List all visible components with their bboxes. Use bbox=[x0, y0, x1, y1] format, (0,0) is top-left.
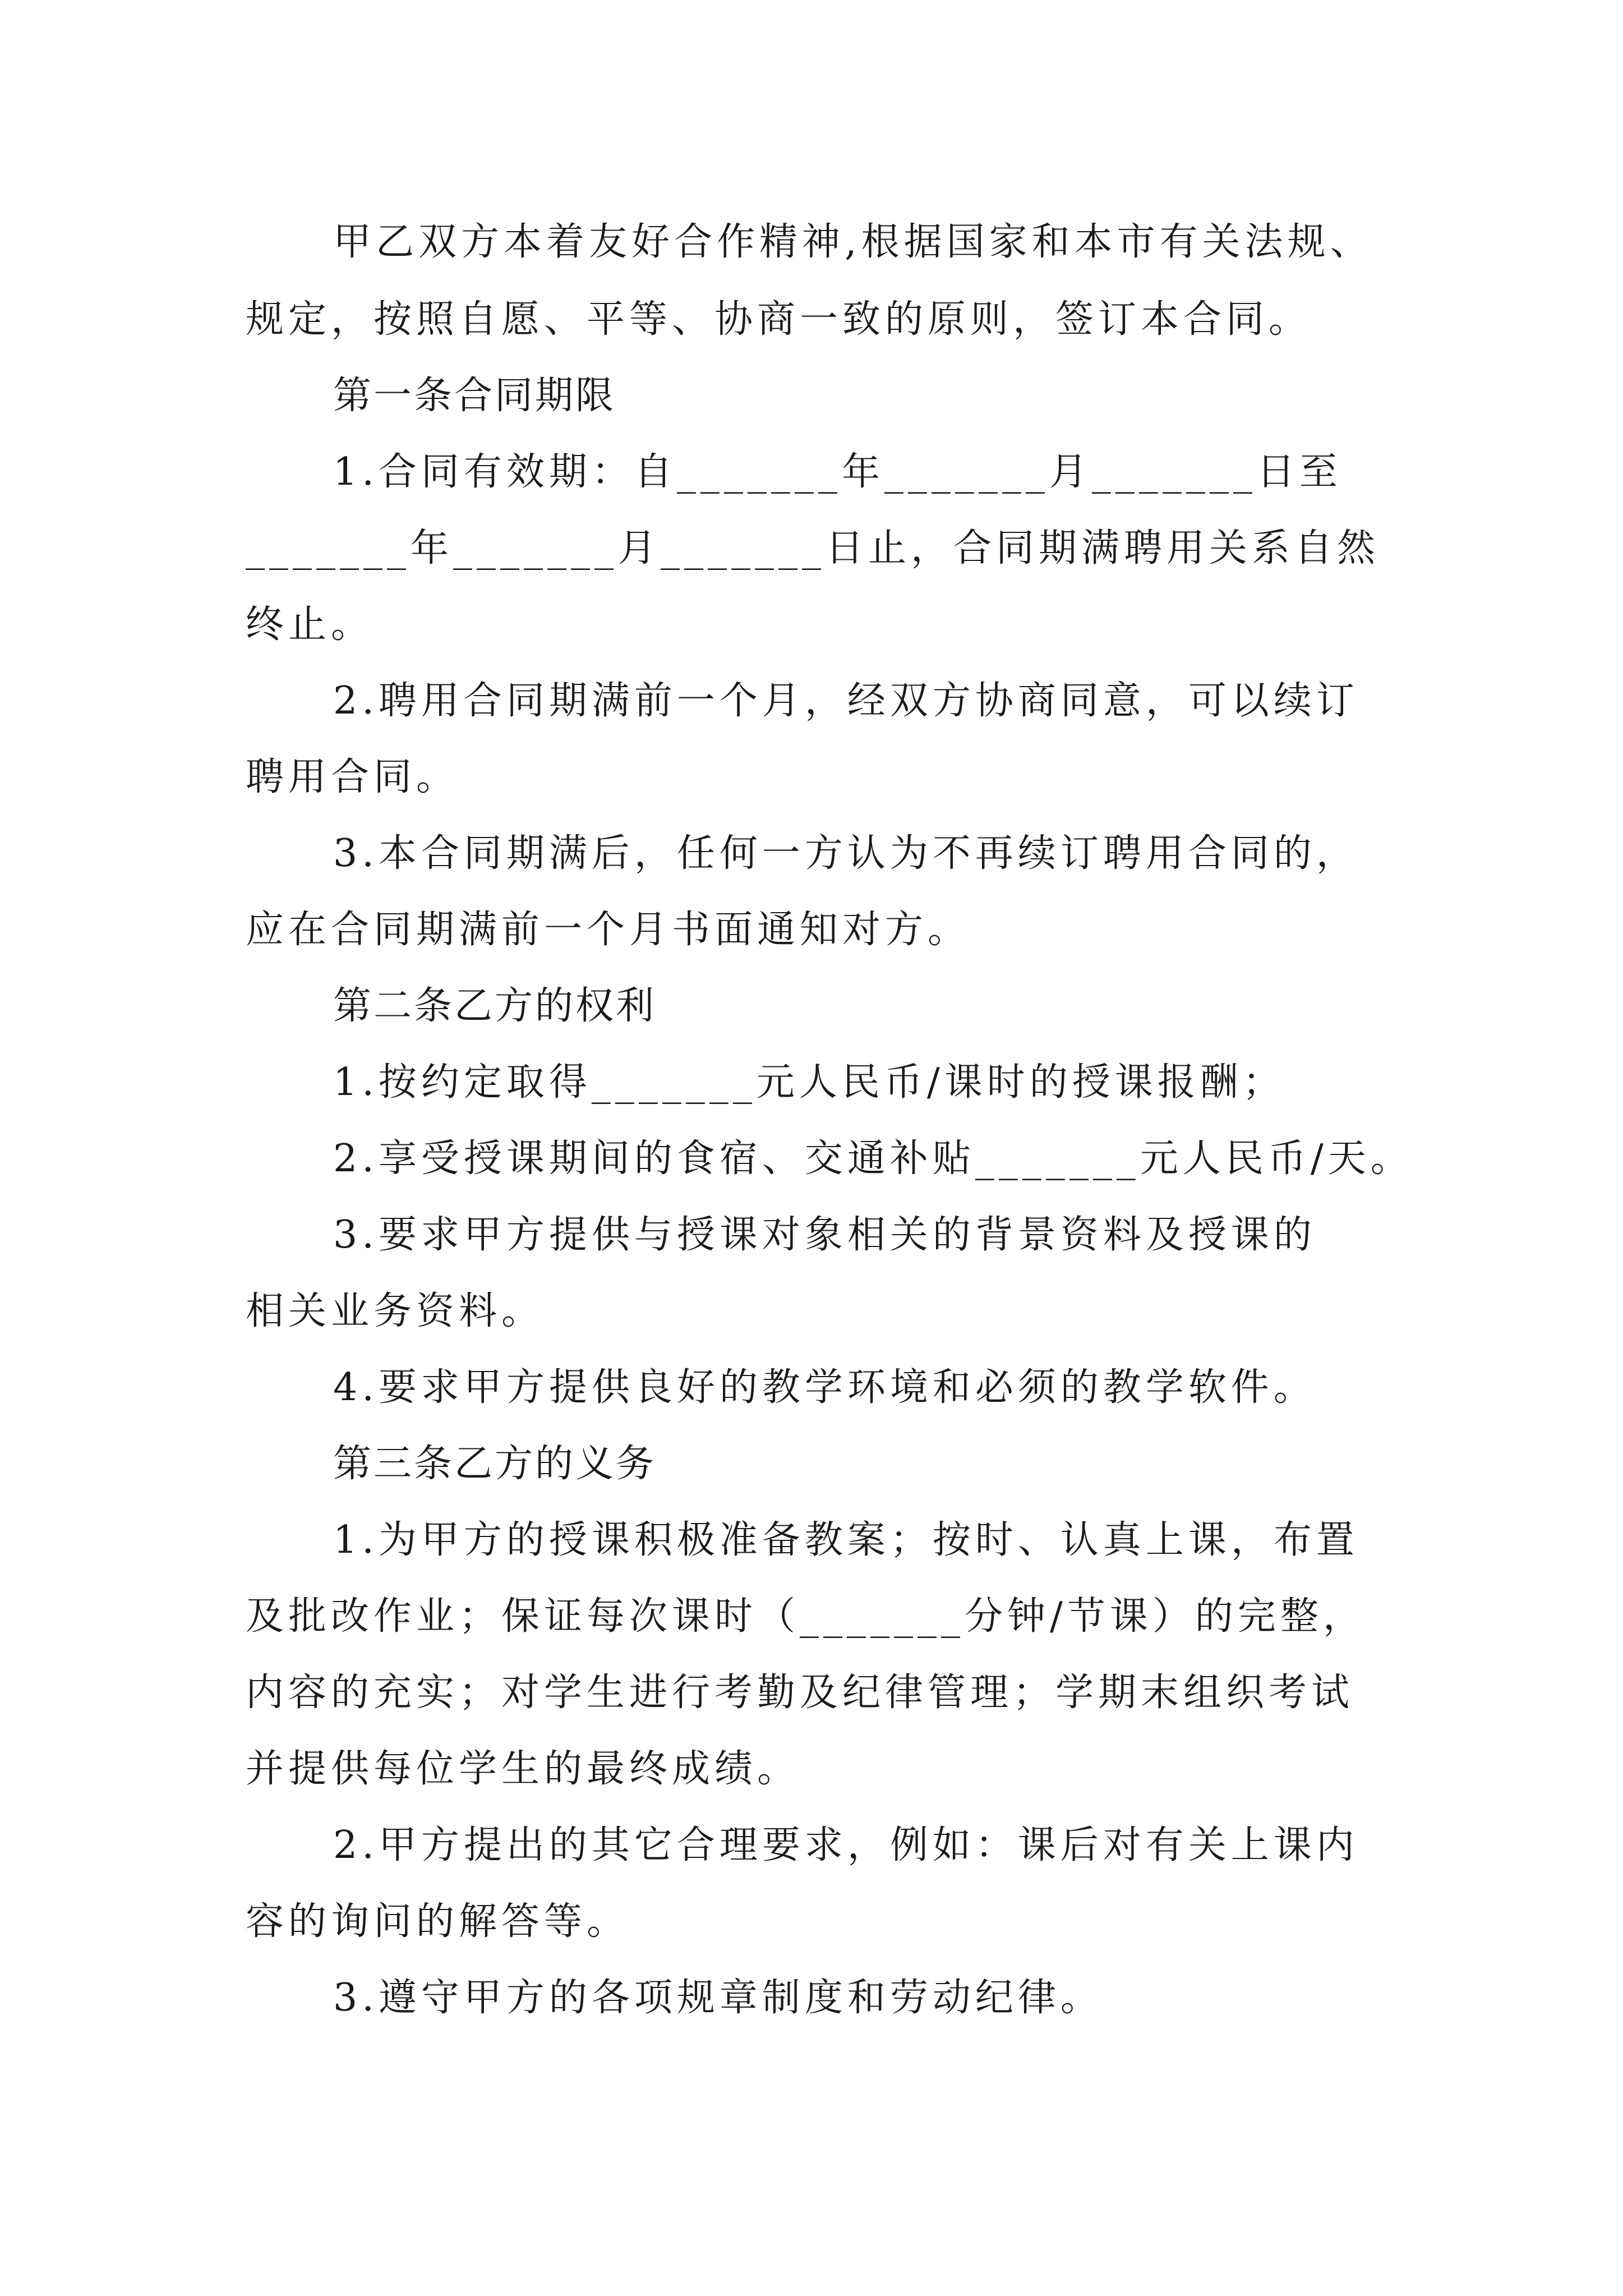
section-2-item-4: 4.要求甲方提供良好的教学环境和必须的教学软件。 bbox=[333, 1365, 1316, 1410]
section-3-heading: 第三条乙方的义务 bbox=[333, 1442, 657, 1486]
section-3-item-1-line-2: 及批改作业；保证每次课时（_______分钟/节课）的完整， bbox=[246, 1594, 1366, 1639]
section-1-item-1-line-1: 1.合同有效期：自_______年_______月_______日至 bbox=[333, 450, 1342, 494]
intro-paragraph-line-2: 规定，按照自愿、平等、协商一致的原则，签订本合同。 bbox=[246, 297, 1312, 342]
section-2-item-1: 1.按约定取得_______元人民币/课时的授课报酬； bbox=[333, 1060, 1285, 1105]
section-3-item-2-line-2: 容的询问的解答等。 bbox=[246, 1899, 630, 1944]
section-1-item-3-line-2: 应在合同期满前一个月书面通知对方。 bbox=[246, 908, 971, 952]
section-1-item-1-line-2: _______年_______月_______日止，合同期满聘用关系自然 bbox=[246, 526, 1380, 570]
section-3-item-3: 3.遵守甲方的各项规章制度和劳动纪律。 bbox=[333, 1976, 1103, 2020]
section-1-item-1-line-3: 终止。 bbox=[246, 602, 374, 647]
section-2-item-3-line-2: 相关业务资料。 bbox=[246, 1289, 545, 1333]
section-1-item-2-line-1: 2.聘用合同期满前一个月，经双方协商同意，可以续订 bbox=[333, 679, 1359, 723]
section-1-item-2-line-2: 聘用合同。 bbox=[246, 755, 459, 799]
section-2-item-2: 2.享受授课期间的食宿、交通补贴_______元人民币/天。 bbox=[333, 1137, 1413, 1181]
intro-paragraph-line-1: 甲乙双方本着友好合作精神,根据国家和本市有关法规、 bbox=[333, 220, 1373, 264]
section-1-item-3-line-1: 3.本合同期满后，任何一方认为不再续订聘用合同的， bbox=[333, 831, 1359, 876]
section-1-heading: 第一条合同期限 bbox=[333, 374, 616, 418]
section-3-item-1-line-3: 内容的充实；对学生进行考勤及纪律管理；学期末组织考试 bbox=[246, 1671, 1354, 1715]
section-2-item-3-line-1: 3.要求甲方提供与授课对象相关的背景资料及授课的 bbox=[333, 1213, 1316, 1257]
section-3-item-1-line-4: 并提供每位学生的最终成绩。 bbox=[246, 1747, 800, 1791]
section-2-heading: 第二条乙方的权利 bbox=[333, 984, 657, 1028]
section-3-item-2-line-1: 2.甲方提出的其它合理要求，例如：课后对有关上课内 bbox=[333, 1823, 1359, 1867]
section-3-item-1-line-1: 1.为甲方的授课积极准备教案；按时、认真上课，布置 bbox=[333, 1518, 1359, 1562]
